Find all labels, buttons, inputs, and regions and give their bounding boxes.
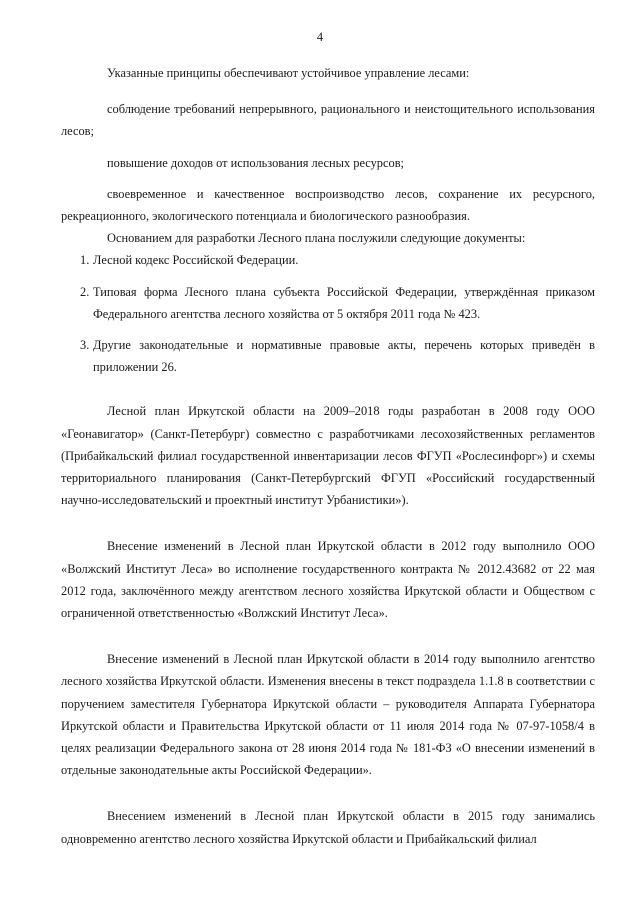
page-content [61, 62, 595, 850]
body-paragraph: Лесной план Иркутской области на 2009–2018 годы разработан в 2008 году ООО «Геонавигатор» (Санкт-Петербург) совместно с разработчиками лесохозяйственных регламентов (Прибайкальский филиал государственной инвентаризации лесов ФГУП «Рослесинфорг») и схемы территориального планирования (Санкт-Петербургский ФГУП «Российский государственный научно-исследовательский и проектный институт Урбанистики»). [61, 404, 595, 508]
documents-list-item [61, 334, 595, 378]
list-text: Лесной кодекс Российской Федерации. [93, 253, 299, 268]
list-text: Другие законодательные и нормативные правовые акты, перечень которых приведён в приложении 26. [93, 338, 595, 375]
list-number: 3. [80, 338, 90, 353]
documents-intro: Основанием для разработки Лесного плана послужили следующие документы: [107, 231, 526, 246]
body-paragraph: Внесение изменений в Лесной план Иркутской области в 2012 году выполнило ООО «Волжский Институт Леса» во исполнение государственного контракта № 2012.43682 от 22 мая 2012 года, заключённого между агентством лесного хозяйства Иркутской области и Обществом с ограниченной ответственностью «Волжский Институт Леса». [61, 539, 595, 621]
principle-item: своевременное и качественное воспроизводство лесов, сохранение их ресурсного, рекреационного, экологического потенциала и биологического разнообразия. [61, 186, 595, 224]
list-number: 2. [80, 284, 90, 299]
principle-item: повышение доходов от использования лесных ресурсов; [107, 155, 404, 170]
documents-list [61, 249, 595, 378]
documents-list-item [61, 249, 595, 271]
body-paragraph: Внесением изменений в Лесной план Иркутской области в 2015 году занимались одновременно агентство лесного хозяйства Иркутской области и Прибайкальский филиал [61, 809, 595, 846]
body-paragraph: Внесение изменений в Лесной план Иркутской области в 2014 году выполнило агентство лесного хозяйства Иркутской области. Изменения внесены в текст подраздела 1.1.8 в соответствии с поручением заместителя Губернатора Иркутской области – руководителя Аппарата Губернатора Иркутской области и Правительства Иркутской области от 11 июля 2014 года № 07-97-1058/4 в целях реализации Федерального закона от 28 июня 2014 года № 181-ФЗ «О внесении изменений в отдельные законодательные акты Российской Федерации». [61, 652, 595, 778]
list-text: Типовая форма Лесного плана субъекта Российской Федерации, утверждённая приказом Федерального агентства лесного хозяйства от 5 октября 2011 года № 423. [93, 284, 595, 321]
page-number: 4 [316, 30, 324, 44]
list-number: 1. [80, 253, 90, 268]
principle-item: соблюдение требований непрерывного, рационального и неистощительного использования лесов; [61, 102, 595, 139]
principles-intro: Указанные принципы обеспечивают устойчивое управление лесами: [107, 66, 470, 80]
documents-list-item [61, 281, 595, 325]
